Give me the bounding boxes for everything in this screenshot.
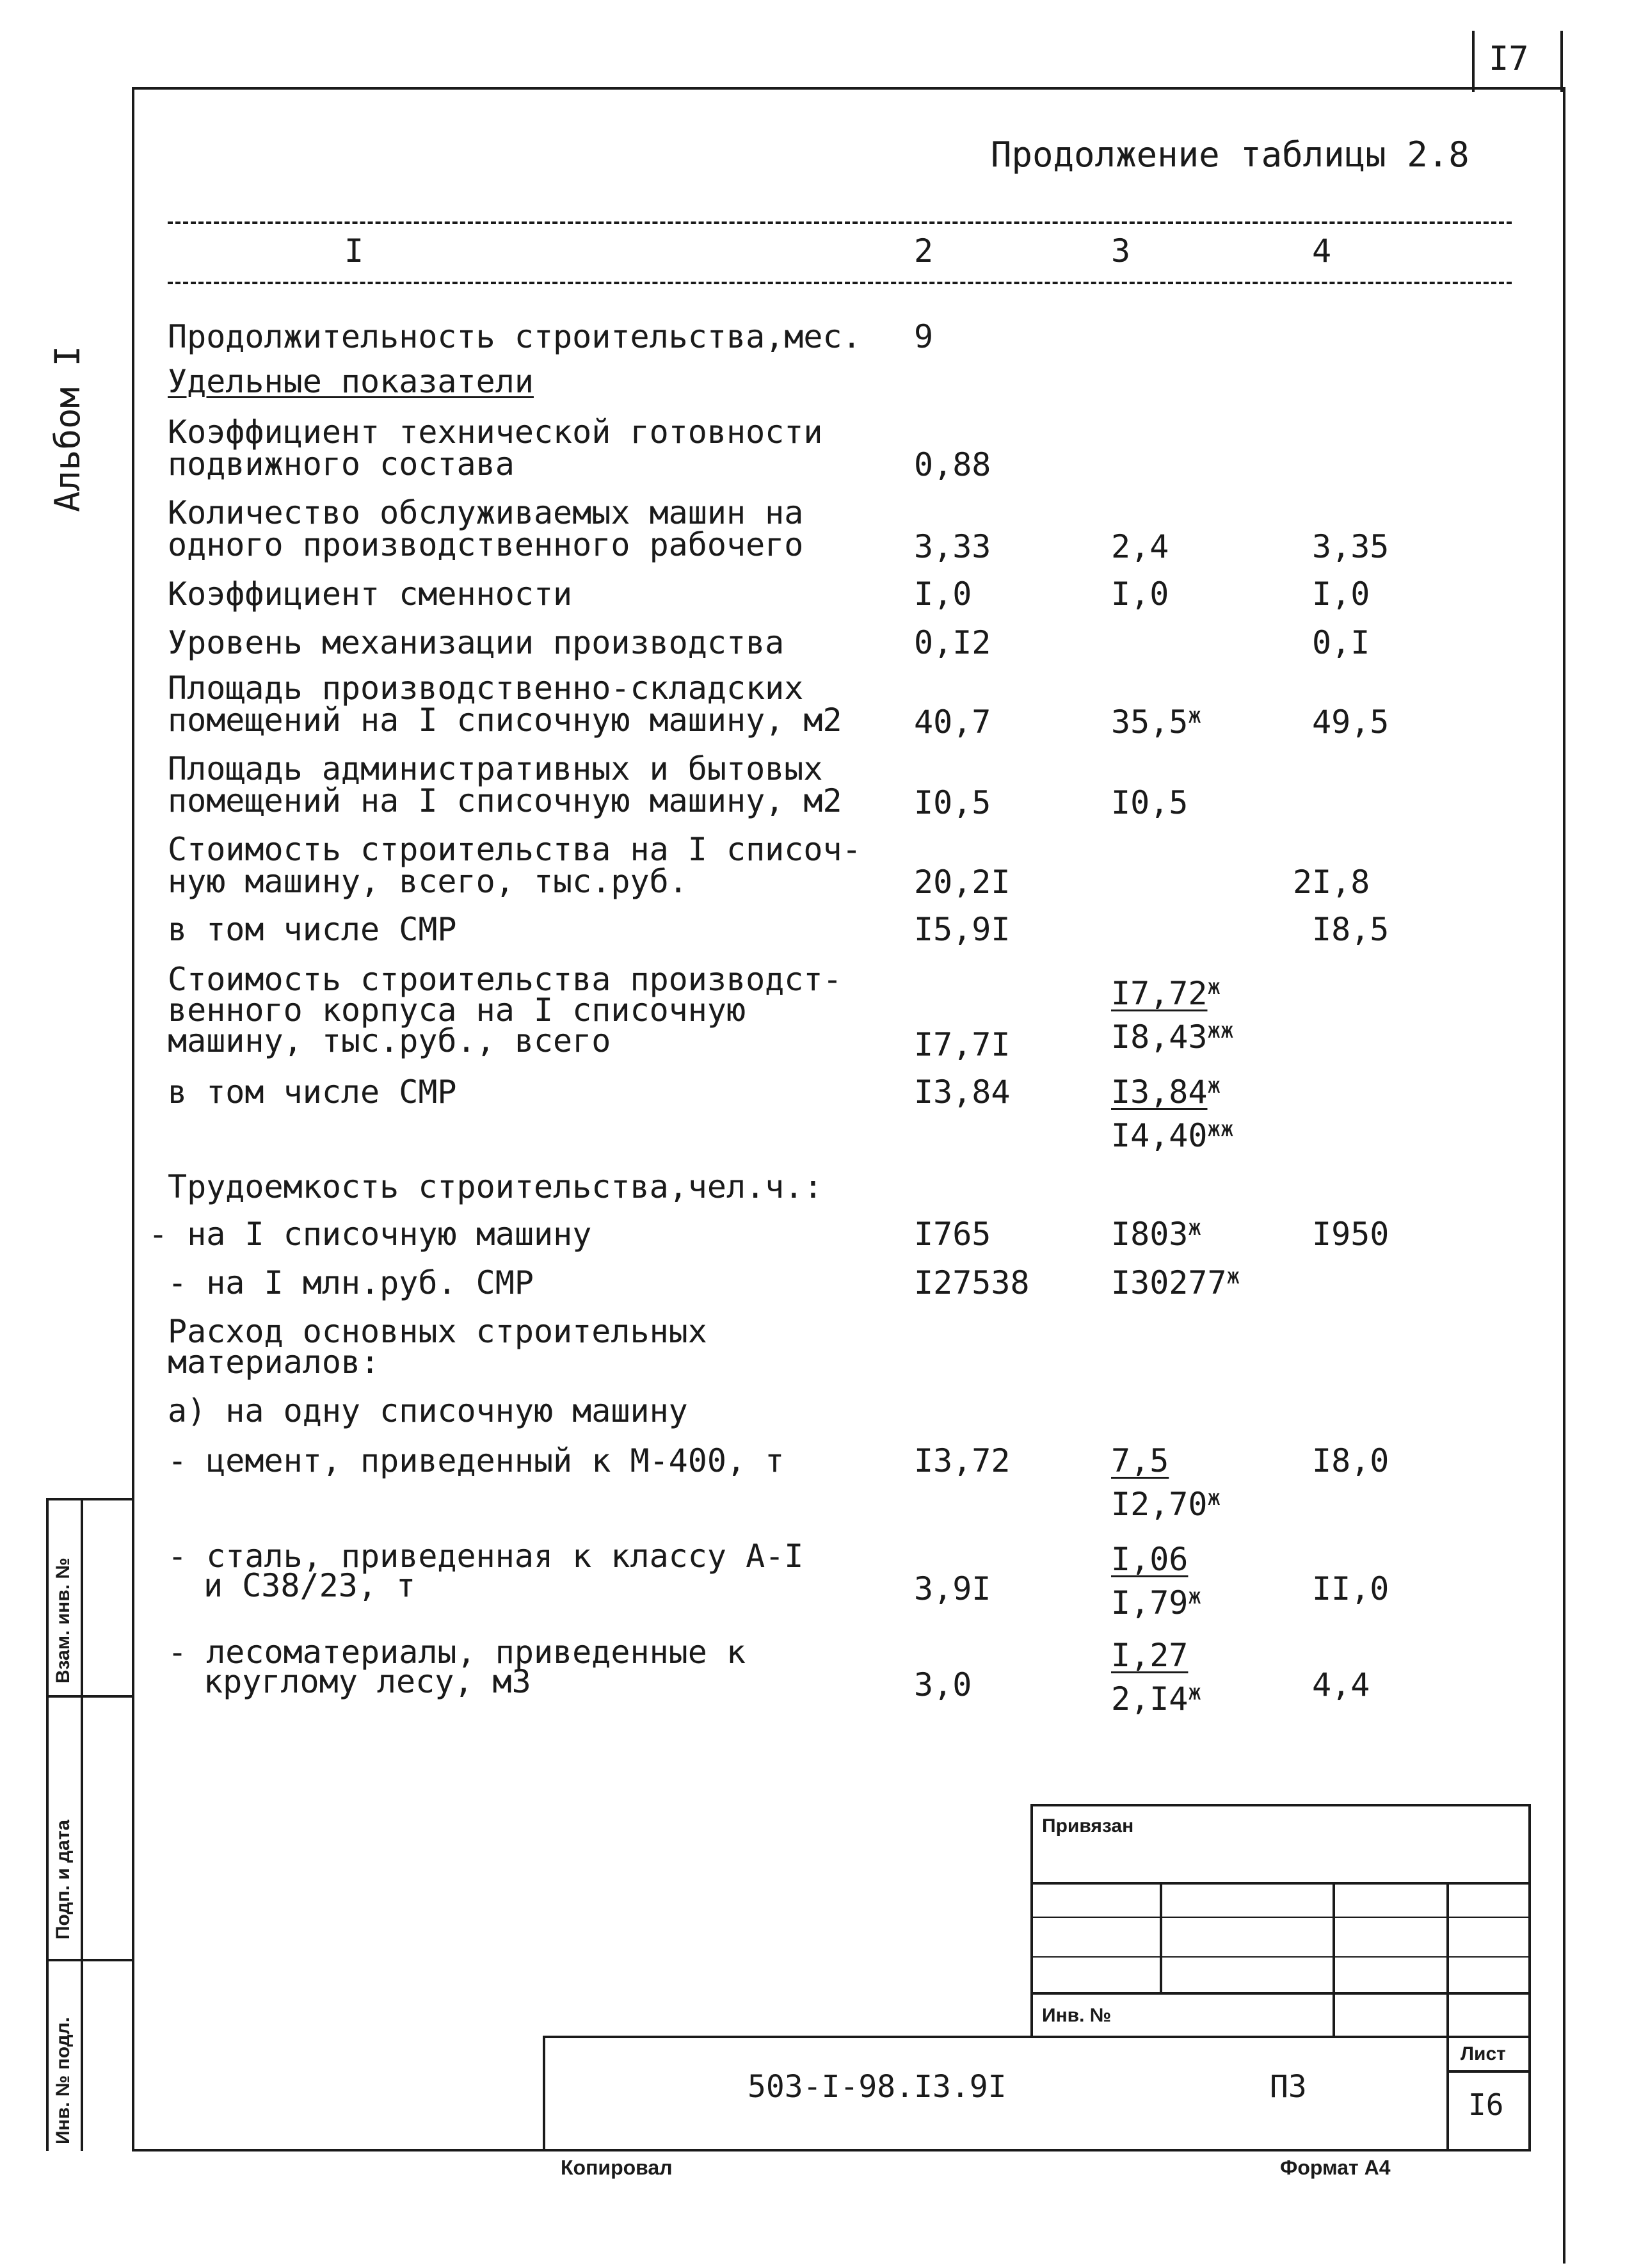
row-label-line1: Стоимость строительства производст- xyxy=(168,961,842,998)
row-label: в том числе СМР xyxy=(168,911,457,948)
frame-right-inner xyxy=(1528,1805,1531,2151)
stamp-line3 xyxy=(1030,1956,1531,1958)
row-label xyxy=(168,831,861,900)
top-box-left-border xyxy=(1472,31,1475,92)
cell-col2: 0,I2 xyxy=(914,624,991,661)
stamp-line1 xyxy=(1030,1882,1531,1885)
row-label: - на I млн.руб. СМР xyxy=(168,1264,534,1301)
cell-col2: 3,9I xyxy=(914,1570,991,1607)
row-label-line3: машину, тыс.руб., всего xyxy=(168,1022,611,1059)
stamp-top xyxy=(1030,1804,1531,1806)
cell-col2: 3,0 xyxy=(914,1666,972,1703)
frame-left xyxy=(132,87,134,2151)
side-stamp-inv-podl: Инв. № подл. xyxy=(52,2016,74,2144)
row-label-line1: Площадь административных и бытовых xyxy=(168,750,823,787)
row-label-line2: ную машину, всего, тыс.руб. xyxy=(168,863,688,900)
row-label xyxy=(168,1313,707,1381)
cell-value: I,27 xyxy=(1111,1637,1189,1674)
row-label: Трудоемкость строительства,чел.ч.: xyxy=(168,1168,823,1205)
cell-col4: 0,I xyxy=(1312,624,1370,661)
cell-value: I8,43 xyxy=(1111,1018,1208,1056)
cell-col2: I5,9I xyxy=(914,911,1011,948)
doc-code: 503-I-98.I3.9I xyxy=(748,2069,1007,2105)
row-label: - цемент, приведенный к М-400, т xyxy=(168,1442,785,1479)
album-label: Альбом I xyxy=(47,345,88,512)
cell-col3 xyxy=(1111,704,1201,740)
side-stamp-vzam: Взам. инв. № xyxy=(52,1557,74,1684)
cell-col3: I0,5 xyxy=(1111,784,1189,821)
row-label-line2: и С38/23, т xyxy=(204,1567,416,1604)
cell-value: I,06 xyxy=(1111,1541,1189,1578)
frame-bottom xyxy=(132,2149,1531,2151)
row-label-line1: Количество обслуживаемых машин на xyxy=(168,494,804,531)
row-label xyxy=(168,414,823,483)
inv-label: Инв. № xyxy=(1042,2005,1112,2026)
stamp-line4 xyxy=(1030,1992,1531,1995)
header-col4: 4 xyxy=(1312,232,1332,269)
row-label-line1: Коэффициент технической готовности xyxy=(168,414,823,451)
cell-col3-top xyxy=(1111,1443,1169,1479)
sheet-top-number: I7 xyxy=(1489,40,1529,78)
row-label-line2: венного корпуса на I списочную xyxy=(168,992,746,1029)
row-label: - на I списочную машину xyxy=(148,1216,592,1253)
row-label: в том числе СМР xyxy=(168,1074,457,1111)
cell-col2: 3,33 xyxy=(914,528,991,565)
cell-col3-bottom xyxy=(1111,1486,1221,1522)
cell-col3 xyxy=(1111,1265,1240,1301)
cell-col3-bottom xyxy=(1111,1681,1201,1717)
cell-col2: I0,5 xyxy=(914,784,991,821)
cell-col2: I,0 xyxy=(914,575,972,613)
row-label xyxy=(168,1538,804,1604)
row-label-line2: одного производственного рабочего xyxy=(168,526,804,563)
row-label xyxy=(168,750,842,819)
row-label-line2: круглому лесу, м3 xyxy=(204,1663,531,1700)
frame-right-line xyxy=(1563,87,1565,2264)
stamp-vline3 xyxy=(1446,1883,1449,2037)
footnote-mark: ж xyxy=(1188,1680,1201,1705)
row-label xyxy=(168,670,842,739)
row-label-line1: Расход основных строительных xyxy=(168,1313,707,1350)
row-label-line2: материалов: xyxy=(168,1344,380,1381)
cell-value: I,79 xyxy=(1111,1584,1189,1621)
cell-value: 35,5 xyxy=(1111,704,1189,741)
cell-value: I4,40 xyxy=(1111,1117,1208,1154)
cell-col4: II,0 xyxy=(1312,1570,1389,1607)
side-stamp-podp: Подп. и дата xyxy=(52,1819,74,1940)
footnote-mark: ж xyxy=(1188,703,1201,728)
cell-col4: 4,4 xyxy=(1312,1666,1370,1703)
title-block-left xyxy=(543,2036,545,2151)
cell-value: I2,70 xyxy=(1111,1486,1208,1523)
side-stamp-inner xyxy=(81,1498,83,2151)
sheet-number: I6 xyxy=(1468,2087,1504,2122)
cell-col2: 0,88 xyxy=(914,446,991,483)
cell-col3-bottom xyxy=(1111,1019,1233,1055)
footnote-mark: жж xyxy=(1207,1116,1234,1142)
row-label-line1: Стоимость строительства на I списоч- xyxy=(168,831,861,868)
linked-label: Привязан xyxy=(1042,1815,1134,1837)
cell-col2: I27538 xyxy=(914,1264,1030,1301)
header-col3: 3 xyxy=(1111,232,1131,269)
row-label-line2: помещений на I списочную машину, м2 xyxy=(168,702,842,739)
footnote-mark: ж xyxy=(1207,1073,1221,1098)
cell-col2: I3,84 xyxy=(914,1074,1011,1111)
stamp-line2 xyxy=(1030,1917,1531,1918)
stamp-vline1 xyxy=(1160,1883,1162,1993)
stamp-vline2 xyxy=(1333,1883,1335,2037)
cell-col2: I765 xyxy=(914,1216,991,1253)
row-label-line2: помещений на I списочную машину, м2 xyxy=(168,782,842,819)
top-box-right-border xyxy=(1560,31,1563,92)
cell-col3-bottom xyxy=(1111,1118,1233,1154)
doc-section: ПЗ xyxy=(1270,2069,1307,2105)
cell-col2: I7,7I xyxy=(914,1026,1011,1063)
footnote-mark: ж xyxy=(1188,1584,1201,1609)
cell-col4: I8,0 xyxy=(1312,1442,1389,1479)
cell-col3 xyxy=(1111,1216,1201,1252)
cell-value: I7,72 xyxy=(1111,975,1208,1012)
header-col2: 2 xyxy=(914,232,934,269)
row-label xyxy=(168,961,842,1059)
cell-value: I803 xyxy=(1111,1216,1189,1253)
footnote-mark: ж xyxy=(1207,1485,1221,1511)
footnote-mark: ж xyxy=(1226,1264,1240,1289)
frame-top xyxy=(132,87,1565,90)
header-rule-bottom xyxy=(168,282,1512,284)
row-label xyxy=(168,494,804,563)
table-caption: Продолжение таблицы 2.8 xyxy=(991,134,1469,175)
row-label: Коэффициент сменности xyxy=(168,575,573,613)
header-rule-top xyxy=(168,221,1512,224)
cell-col3-bottom xyxy=(1111,1585,1201,1621)
side-stamp-top xyxy=(46,1498,134,1500)
side-stamp-div2 xyxy=(46,1959,134,1961)
format-label: Формат А4 xyxy=(1280,2156,1391,2179)
cell-col2: 20,2I xyxy=(914,864,1011,901)
cell-value: 7,5 xyxy=(1111,1442,1169,1479)
header-col1: I xyxy=(344,232,364,269)
cell-col3-top xyxy=(1111,1637,1188,1673)
cell-col3-top xyxy=(1111,1541,1188,1577)
row-label xyxy=(168,1634,746,1700)
cell-col4: 3,35 xyxy=(1312,528,1389,565)
sheet-label: Лист xyxy=(1461,2043,1506,2064)
cell-col4: 2I,8 xyxy=(1293,864,1370,901)
cell-col2: 9 xyxy=(914,318,934,355)
row-label: Продолжительность строительства,мес. xyxy=(168,318,861,355)
row-label-line1: - лесоматериалы, приведенные к xyxy=(168,1634,746,1671)
cell-col2: I3,72 xyxy=(914,1442,1011,1479)
cell-value: I30277 xyxy=(1111,1264,1227,1301)
row-label-line1: Площадь производственно-складских xyxy=(168,670,804,707)
row-label: а) на одну списочную машину xyxy=(168,1392,688,1429)
stamp-left xyxy=(1030,1804,1033,2038)
footnote-mark: ж xyxy=(1207,974,1221,1000)
footnote-mark: жж xyxy=(1207,1018,1234,1043)
cell-col4: 49,5 xyxy=(1312,704,1389,741)
row-label: Уровень механизации производства xyxy=(168,624,785,661)
cell-value: 2,I4 xyxy=(1111,1680,1189,1717)
side-stamp-div1 xyxy=(46,1695,134,1698)
cell-col4: I,0 xyxy=(1312,575,1370,613)
copied-label: Копировал xyxy=(561,2156,673,2179)
title-block-top xyxy=(543,2036,1531,2038)
cell-col3-top xyxy=(1111,1074,1221,1110)
footnote-mark: ж xyxy=(1188,1215,1201,1241)
row-label-line2: подвижного состава xyxy=(168,446,515,483)
cell-col3: I,0 xyxy=(1111,575,1169,613)
row-label-line1: - сталь, приведенная к классу А-I xyxy=(168,1538,804,1575)
cell-col3: 2,4 xyxy=(1111,528,1169,565)
cell-col4: I950 xyxy=(1312,1216,1389,1253)
side-stamp-outer xyxy=(46,1498,49,2151)
cell-col2: 40,7 xyxy=(914,704,991,741)
sheet-label-divider xyxy=(1446,2070,1531,2073)
cell-value: I3,84 xyxy=(1111,1074,1208,1111)
title-block-divider xyxy=(1446,2036,1449,2151)
cell-col4: I8,5 xyxy=(1312,911,1389,948)
section-heading: Удельные показатели xyxy=(168,363,534,400)
cell-col3-top xyxy=(1111,976,1221,1011)
